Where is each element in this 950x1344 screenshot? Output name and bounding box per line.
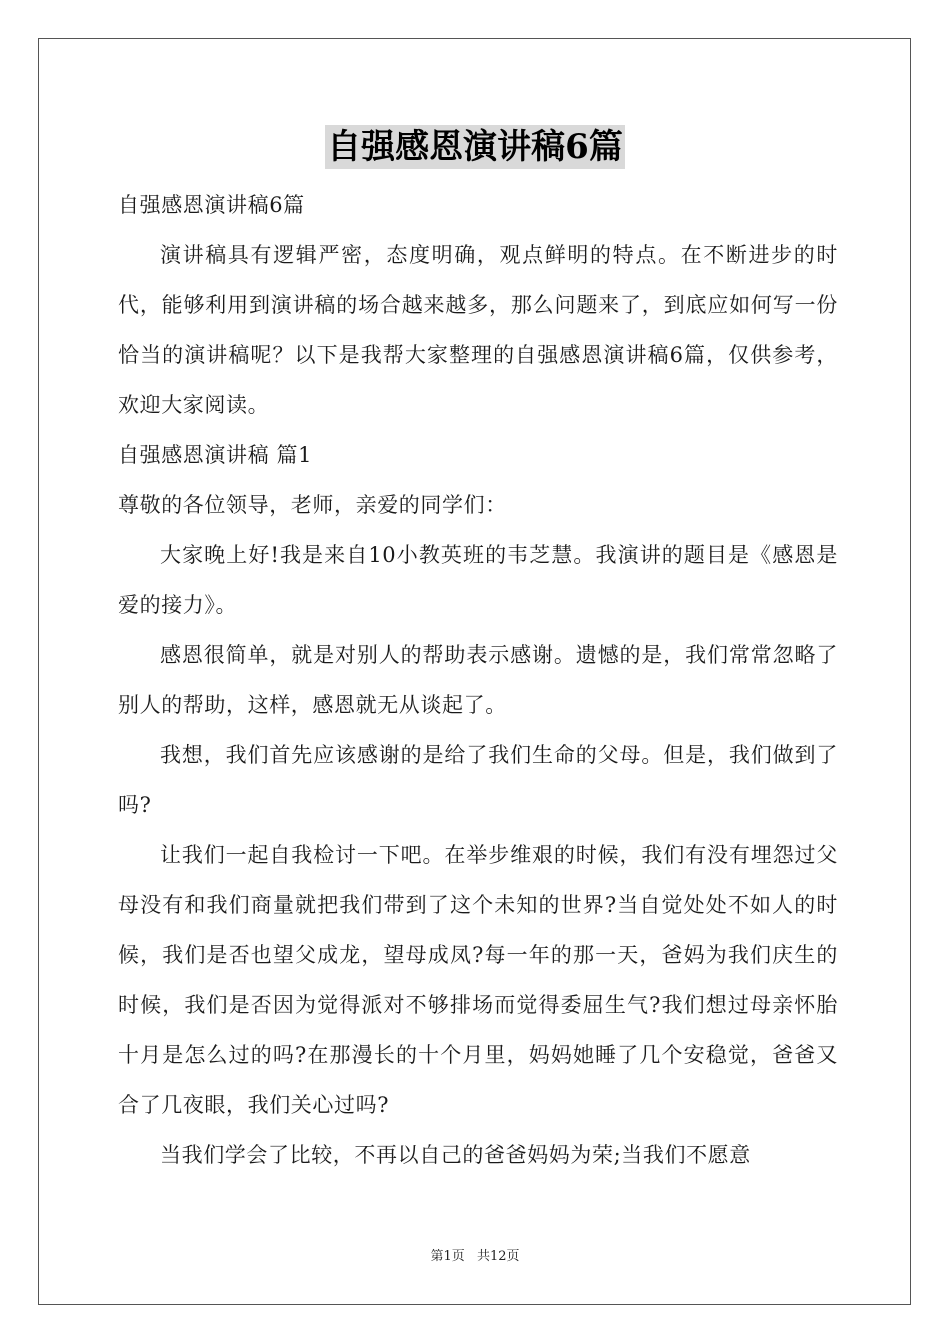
paragraph: 当我们学会了比较，不再以自己的爸爸妈妈为荣;当我们不愿意	[160, 1143, 751, 1167]
paragraph: 自强感恩演讲稿 篇1	[118, 443, 313, 467]
paragraph: 让我们一起自我检讨一下吧。在举步维艰的时候，我们有没有埋怨过父母没有和我们商量就把我们带到了这个未知的世界?当自觉处处不如人的时候，我们是否也望父成龙，望母成凤?每一年的那一天，爸妈为我们庆生的时候，我们是否因为觉得派对不够排场而觉得委屈生气?我们想过母亲怀胎十月是怎么过的吗?在那漫长的十个月里，妈妈她睡了几个安稳觉，爸爸又合了几夜眼，我们关心过吗?	[118, 843, 838, 1117]
paragraph: 我想，我们首先应该感谢的是给了我们生命的父母。但是，我们做到了吗?	[118, 743, 838, 817]
document-body	[118, 180, 838, 1180]
paragraph: 尊敬的各位领导，老师，亲爱的同学们：	[118, 493, 507, 517]
page-footer	[0, 1245, 950, 1264]
paragraph: 自强感恩演讲稿6篇	[118, 193, 305, 217]
paragraph: 演讲稿具有逻辑严密，态度明确，观点鲜明的特点。在不断进步的时代，能够利用到演讲稿的场合越来越多，那么问题来了，到底应如何写一份恰当的演讲稿呢？以下是我帮大家整理的自强感恩演讲稿6篇，仅供参考，欢迎大家阅读。	[118, 243, 838, 417]
paragraph: 大家晚上好!我是来自10小教英班的韦芝慧。我演讲的题目是《感恩是爱的接力》。	[118, 543, 838, 617]
paragraph: 感恩很简单，就是对别人的帮助表示感谢。遗憾的是，我们常常忽略了别人的帮助，这样，感恩就无从谈起了。	[118, 643, 838, 717]
page-number: 第1页	[430, 1249, 465, 1264]
title-container	[0, 125, 950, 169]
page-total: 共12页	[476, 1249, 520, 1264]
document-title: 自强感恩演讲稿6篇	[327, 127, 623, 167]
